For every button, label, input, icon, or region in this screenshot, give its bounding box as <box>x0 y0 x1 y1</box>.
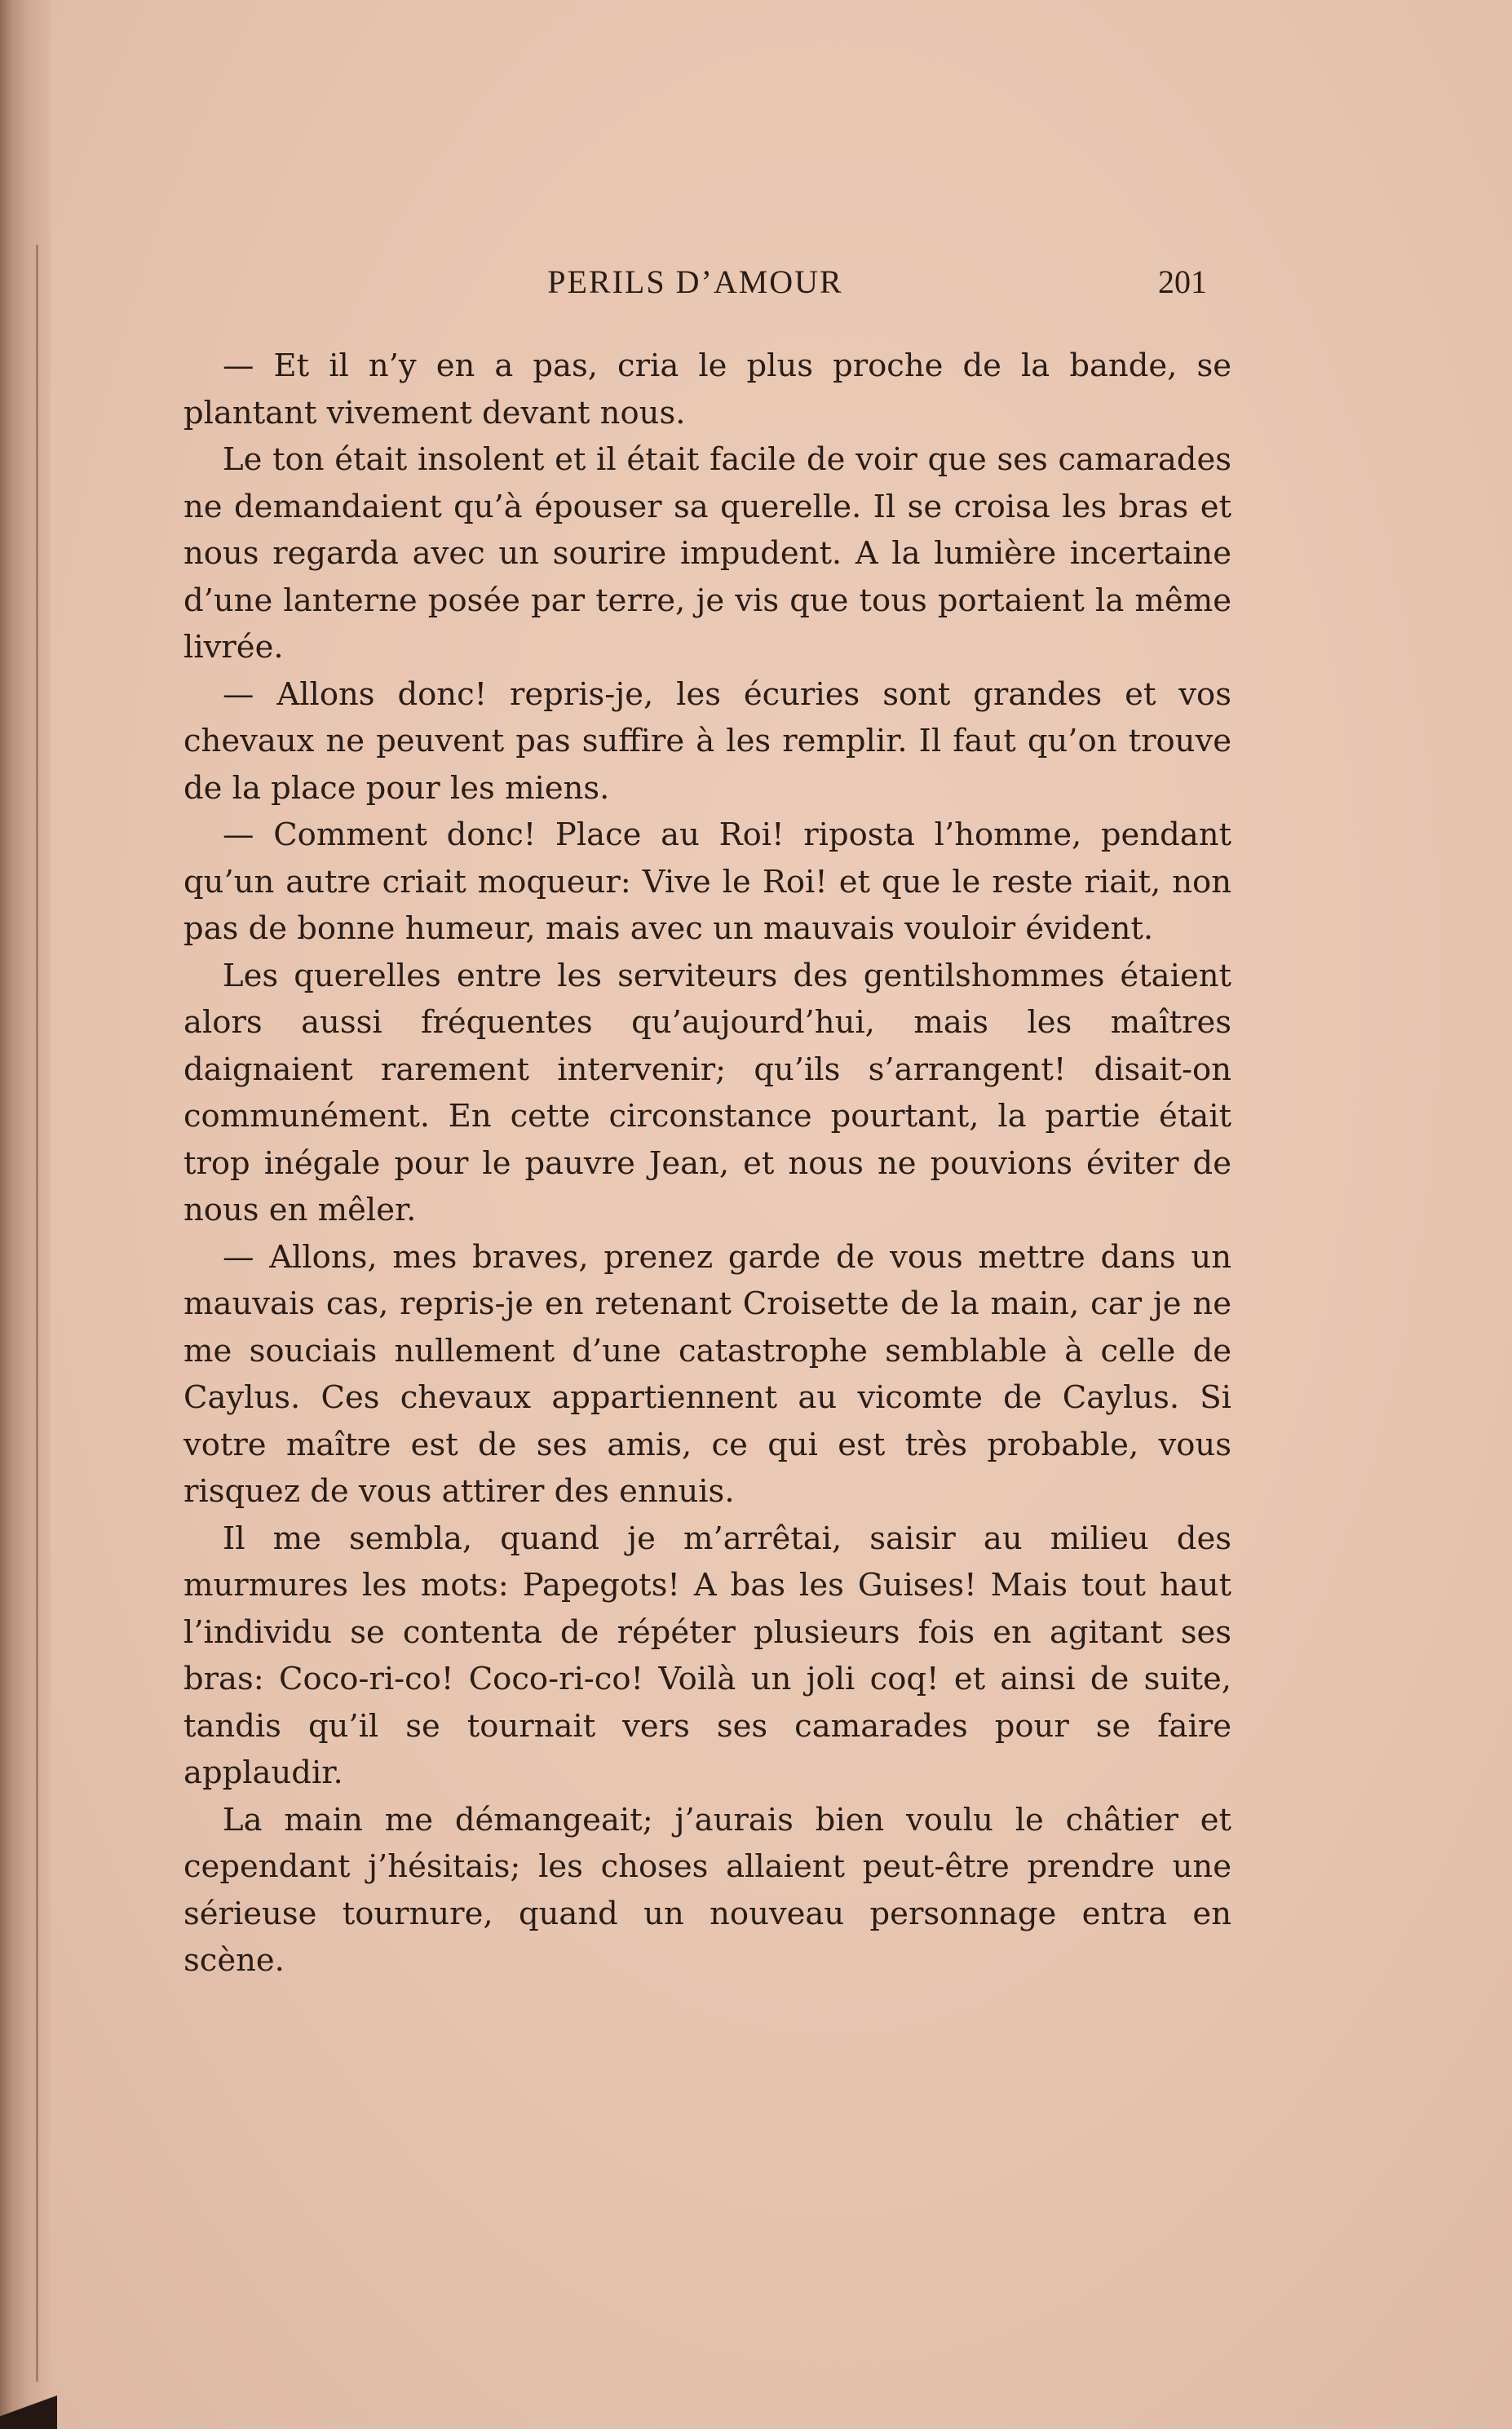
binding-shadow-line <box>36 245 38 2382</box>
paragraph: — Allons, mes braves, prenez garde de vous mettre dans un mauvais cas, repris-je en retenant Croisette de la main, car je ne me souciais nullement d’une catastrophe semblable à celle de Caylus. Ces chevaux appartiennent au vicomte de Caylus. Si votre maître est de ses amis, ce qui est très probable, vous risquez de vous attirer des ennuis. <box>183 1238 1231 1510</box>
paragraph: — Comment donc! Place au Roi! riposta l’homme, pendant qu’un autre criait moqueur: Vive le Roi! et que le reste riait, non pas de bonne humeur, mais avec un mauvais vouloir évident. <box>183 816 1231 947</box>
page-number: 201 <box>1158 263 1207 300</box>
paragraph: — Et il n’y en a pas, cria le plus proche de la bande, se plantant vivement devant nous. <box>183 347 1231 431</box>
binding-gutter <box>0 0 51 2429</box>
body-text <box>183 343 1231 1984</box>
paragraph: Le ton était insolent et il était facile de voir que ses camarades ne demandaient qu’à épouser sa querelle. Il se croisa les bras et nous regarda avec un sourire impudent. A la lumière incertaine d’une lanterne posée par terre, je vis que tous portaient la même livrée. <box>183 441 1231 666</box>
paragraph: Il me sembla, quand je m’arrêtai, saisir au milieu des murmures les mots: Papegots! A bas les Guises! Mais tout haut l’individu se contenta de répéter plusieurs fois en agitant ses bras: Coco-ri-co! Coco-ri-co! Voilà un joli coq! et ainsi de suite, tandis qu’il se tournait vers ses camarades pour se faire applaudir. <box>183 1520 1231 1791</box>
paragraph: La main me démangeait; j’aurais bien voulu le châtier et cependant j’hésitais; les choses allaient peut-être prendre une sérieuse tournure, quand un nouveau personnage entra en scène. <box>183 1801 1231 1979</box>
page-corner-shadow <box>0 2388 57 2429</box>
paragraph: — Allons donc! repris-je, les écuries sont grandes et vos chevaux ne peuvent pas suffire à les remplir. Il faut qu’on trouve de la place pour les miens. <box>183 675 1231 807</box>
page-header <box>183 263 1207 312</box>
running-title: PERILS D’AMOUR <box>547 263 843 300</box>
paragraph: Les querelles entre les serviteurs des gentilshommes étaient alors aussi fréquentes qu’aujourd’hui, mais les maîtres daignaient rarement intervenir; qu’ils s’arrangent! disait-on communément. En cette circonstance pourtant, la partie était trop inégale pour le pauvre Jean, et nous ne pouvions éviter de nous en mêler. <box>183 957 1231 1228</box>
